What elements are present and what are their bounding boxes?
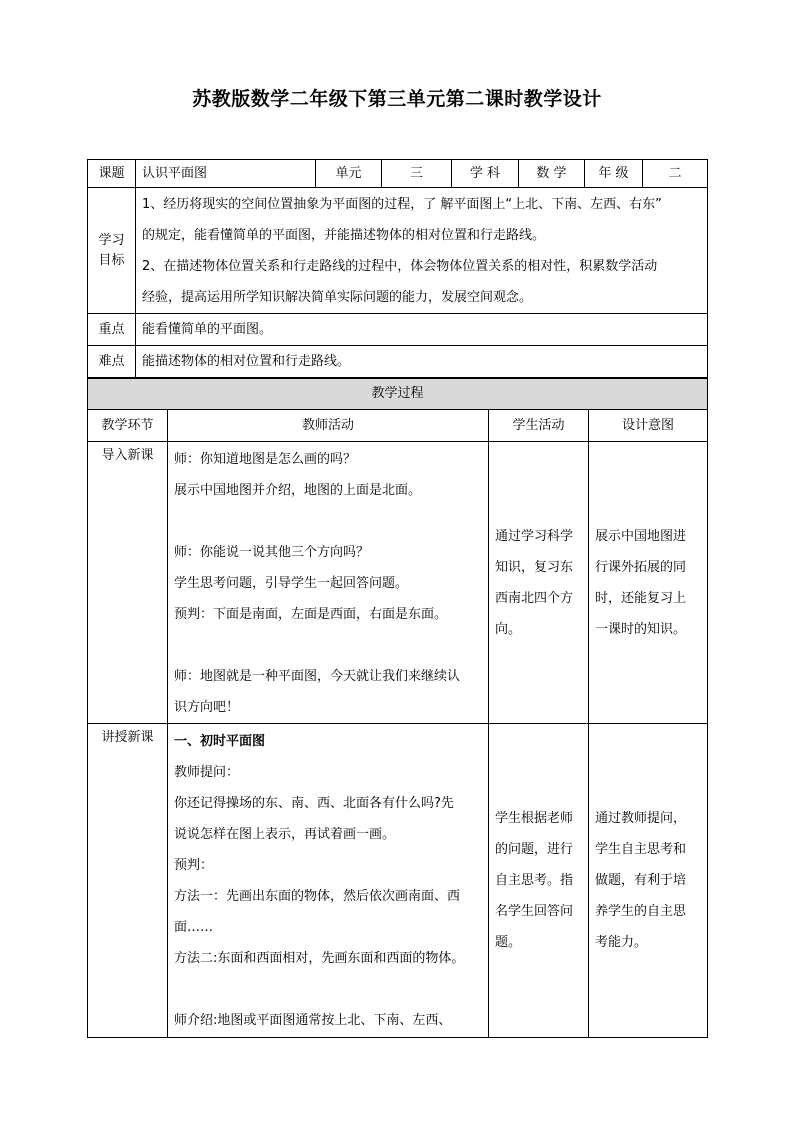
document-title: 苏教版数学二年级下第三单元第二课时教学设计 — [192, 88, 602, 110]
lecture-teacher-line: 师介绍:地图或平面图通常按上北、下南、左西、 — [174, 1013, 452, 1028]
difficulty-label: 难点 — [88, 346, 136, 378]
lecture-teacher-line — [174, 974, 488, 1005]
intro-teacher-line: 识方向吧！ — [174, 700, 240, 715]
lecture-student-line: 题。 — [495, 935, 522, 950]
lecture-intent-line: 学生自主思考和 — [595, 842, 687, 857]
lecture-student — [489, 724, 589, 1038]
key-point-value: 能看懂简单的平面图。 — [136, 314, 708, 346]
intro-teacher-line: 预判：下面是南面，左面是西面，右面是东面。 — [174, 607, 448, 622]
intro-teacher-line: 师：你知道地图是怎么画的吗？ — [174, 452, 357, 467]
intro-intent-line: 展示中国地图进 — [595, 528, 687, 544]
teaching-process-table — [87, 378, 708, 1038]
grade-value: 二 — [643, 160, 708, 188]
intro-student-line: 知识，复习东 — [495, 559, 574, 575]
lecture-stage: 讲授新课 — [88, 724, 168, 1038]
process-title: 教学过程 — [88, 379, 708, 410]
intro-teacher-line — [174, 630, 488, 661]
unit-label: 单元 — [316, 160, 382, 188]
col-stage-header: 教学环节 — [88, 410, 168, 442]
lecture-student-line: 学生根据老师 — [495, 811, 574, 826]
lesson-label: 课题 — [88, 160, 136, 188]
intro-student-line: 西南北四个方 — [495, 590, 574, 606]
intro-teacher-line — [174, 506, 488, 537]
lecture-teacher-line: 方法二:东面和西面相对，先画东面和西面的物体。 — [174, 951, 465, 966]
objectives-label-line2: 目标 — [98, 252, 125, 268]
grade-label: 年 级 — [585, 160, 643, 188]
lecture-teacher-line: 方法一：先画出东面的物体，然后依次画南面、西 — [174, 889, 461, 904]
lesson-info-table — [87, 159, 708, 378]
unit-value: 三 — [382, 160, 452, 188]
lecture-intent-line: 考能力。 — [595, 935, 648, 950]
intro-student — [489, 442, 589, 724]
lecture-teacher-line: 说说怎样在图上表示，再试着画一画。 — [174, 827, 396, 842]
col-student-header: 学生活动 — [489, 410, 589, 442]
difficulty-value: 能描述物体的相对位置和行走路线。 — [136, 346, 708, 378]
lecture-teacher-heading: 一、初时平面图 — [174, 734, 266, 749]
objectives-line: 2、在描述物体位置关系和行走路线的过程中，体会物体位置关系的相对性，积累数学活动 — [142, 258, 658, 274]
subject-value: 数 学 — [519, 160, 585, 188]
lecture-intent-line: 通过教师提问， — [595, 811, 687, 826]
col-intent-header: 设计意图 — [589, 410, 708, 442]
intro-student-line: 向。 — [495, 621, 522, 637]
intro-teacher-line: 师：你能说一说其他三个方向吗？ — [174, 545, 370, 560]
lecture-teacher-line: 预判： — [174, 858, 214, 873]
lecture-intent-line: 养学生的自主思 — [595, 904, 687, 919]
intro-student-line: 通过学习科学 — [495, 528, 574, 544]
intro-teacher-line: 展示中国地图并介绍，地图的上面是北面。 — [174, 483, 422, 498]
lecture-student-line: 自主思考。指 — [495, 873, 574, 888]
objectives-line: 经验，提高运用所学知识解决简单实际问题的能力，发展空间观念。 — [142, 289, 533, 305]
objectives-label-line1: 学习 — [98, 232, 125, 248]
key-point-label: 重点 — [88, 314, 136, 346]
lecture-teacher-line: 你还记得操场的东、南、西、北面各有什么吗?先 — [174, 796, 454, 811]
subject-label: 学 科 — [452, 160, 519, 188]
objectives-line: 1、经历将现实的空间位置抽象为平面图的过程，了 解平面图上“上北、下南、左西、右东” — [142, 196, 662, 212]
intro-teacher — [168, 442, 489, 724]
intro-intent-line: 时，还能复习上 — [595, 590, 687, 606]
intro-teacher-line: 师：地图就是一种平面图，今天就让我们来继续认 — [174, 669, 461, 684]
objectives-label — [88, 188, 136, 314]
objectives-line: 的规定，能看懂简单的平面图，并能描述物体的相对位置和行走路线。 — [142, 227, 546, 243]
intro-intent-line: 行课外拓展的同 — [595, 559, 687, 575]
lecture-student-line: 名学生回答问 — [495, 904, 574, 919]
lesson-value: 认识平面图 — [136, 160, 316, 188]
lecture-teacher-line: 教师提问： — [174, 765, 240, 780]
objectives-text — [136, 188, 708, 314]
intro-intent — [589, 442, 708, 724]
lecture-student-line: 的问题，进行 — [495, 842, 574, 857]
lecture-intent — [589, 724, 708, 1038]
lecture-teacher — [168, 724, 489, 1038]
intro-intent-line: 一课时的知识。 — [595, 621, 687, 637]
lecture-teacher-line: 面…… — [174, 920, 214, 935]
col-teacher-header: 教师活动 — [168, 410, 489, 442]
intro-teacher-line: 学生思考问题，引导学生一起回答问题。 — [174, 576, 409, 591]
lecture-intent-line: 做题，有利于培 — [595, 873, 687, 888]
intro-stage: 导入新课 — [88, 442, 168, 724]
